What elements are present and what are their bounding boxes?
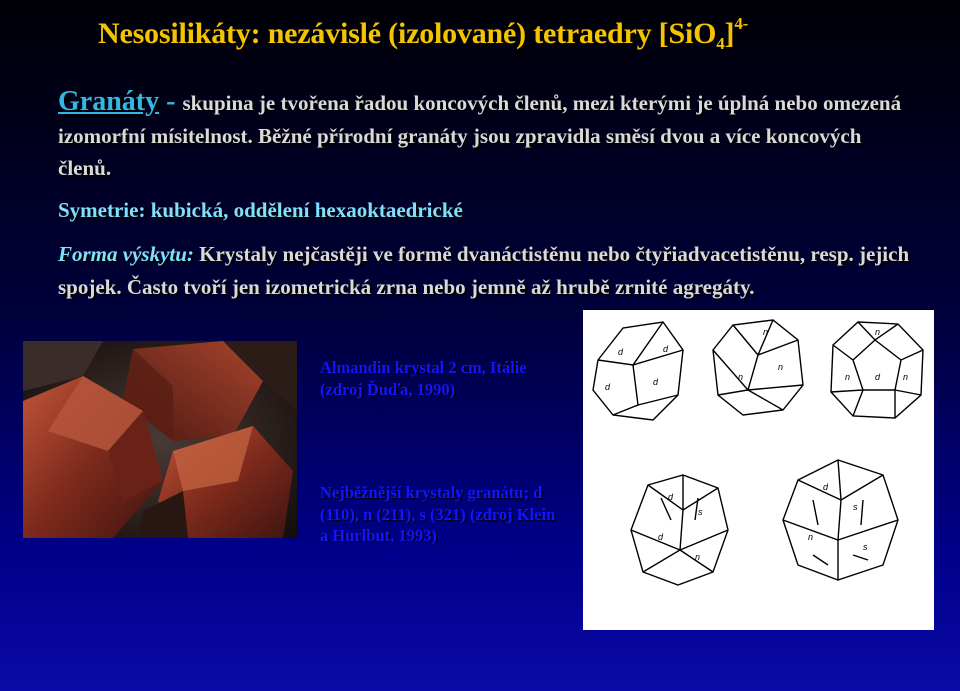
intro-text: skupina je tvořena řadou koncových členů, mezi kterými je úplná nebo omezená izomorfní mísitelnost. Běžné přírodní granáty jsou zpravidla směsí dvou a více koncových členů.	[58, 91, 902, 180]
label-n3: n	[778, 362, 784, 372]
label-s3: s	[863, 542, 868, 552]
combo-2	[631, 475, 728, 585]
almandine-photo	[23, 341, 297, 538]
occurrence-value: Krystaly nejčastěji ve formě dvanáctistěnu nebo čtyřiadvacetistěnu, resp. jejich spojek. Často tvoří jen izometrická zrna nebo jemně až hrubě zrnité agregáty.	[58, 242, 910, 299]
almandine-photo-art	[23, 341, 297, 538]
symmetry-label: Symetrie:	[58, 198, 146, 222]
intro-paragraph	[58, 86, 918, 185]
label-d4: d	[653, 377, 659, 387]
title-bracket: ]	[724, 17, 735, 50]
label-d5: d	[875, 372, 881, 382]
crystal-forms-art	[583, 310, 934, 630]
photo-caption: Almandin krystal 2 cm, Itálie (zdroj Ďuďa, 1990)	[320, 358, 527, 399]
label-d8: d	[823, 482, 829, 492]
granaty-term: Granáty	[58, 86, 160, 117]
label-s2: s	[853, 502, 858, 512]
symmetry-value: kubická, oddělení hexaoktaedrické	[145, 198, 463, 222]
label-n7: n	[695, 552, 701, 562]
title-text: Nesosilikáty: nezávislé (izolované) tetraedry [SiO	[98, 17, 717, 50]
label-n8: n	[808, 532, 814, 542]
dodecahedron-1	[593, 322, 683, 420]
label-n1: n	[763, 327, 769, 337]
title-superscript: 4-	[734, 14, 749, 33]
label-n5: n	[845, 372, 851, 382]
label-d2: d	[663, 344, 669, 354]
title-subscript: 4	[716, 34, 725, 53]
occurrence-label: Forma výskytu:	[58, 242, 194, 266]
crystal-forms-drawing	[583, 310, 934, 630]
label-d6: d	[668, 492, 674, 502]
combo-3	[783, 460, 898, 580]
label-n4: n	[875, 327, 881, 337]
trapezohedron-1	[713, 320, 803, 415]
label-d1: d	[618, 347, 624, 357]
slide-title	[98, 14, 748, 54]
drawing-caption: Nejběžnější krystaly granátu; d (110), n (211), s (321) (zdroj Klein a Hurlbut, 1993)	[320, 483, 556, 545]
symmetry-paragraph	[58, 194, 918, 227]
label-d7: d	[658, 532, 664, 542]
label-n2: n	[738, 372, 744, 382]
label-s1: s	[698, 507, 703, 517]
intro-dash: -	[159, 86, 183, 117]
label-d3: d	[605, 382, 611, 392]
label-n6: n	[903, 372, 909, 382]
occurrence-paragraph	[58, 238, 918, 303]
